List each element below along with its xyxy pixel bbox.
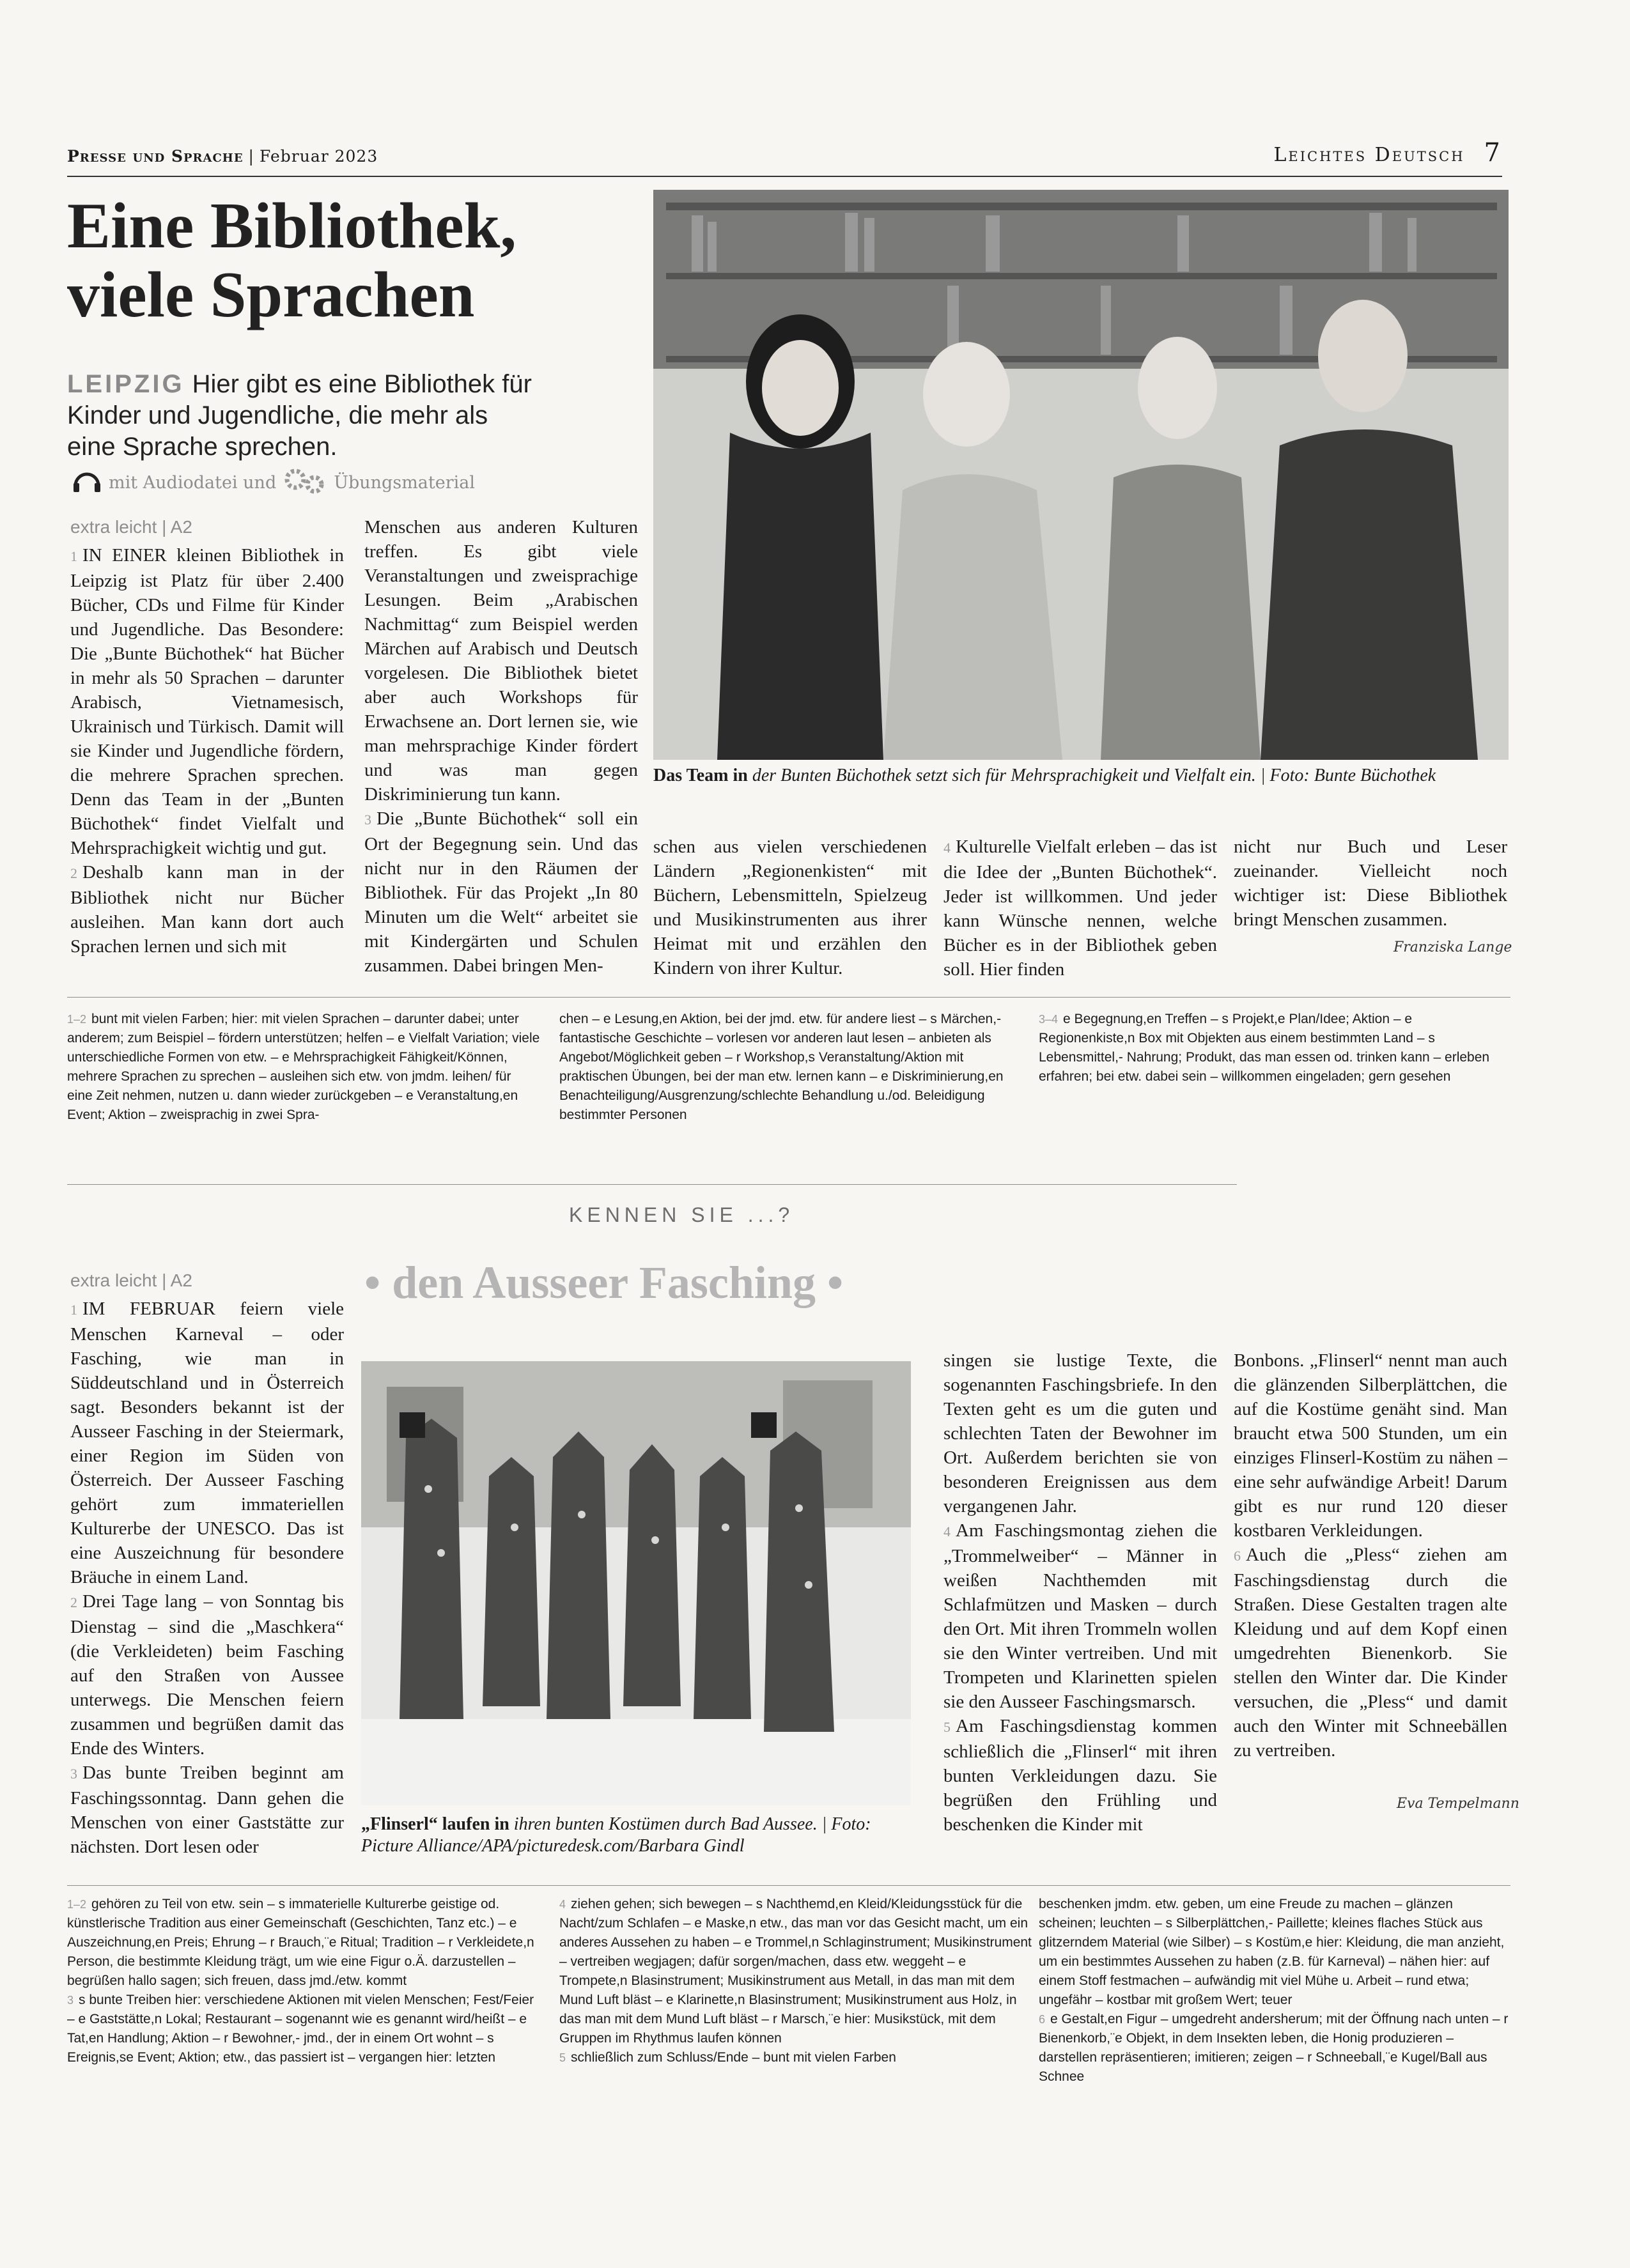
paragraph-text: nicht nur Buch und Leser zueinander. Vielleicht noch wichtiger ist: Diese Bibliothek bringt Menschen zusammen. [1234,837,1507,930]
vocab-divider-2 [67,1885,1510,1886]
paragraph-number: 3 [70,1766,77,1782]
article2-headline: • den Ausseer Fasching • [364,1257,844,1308]
vocab-text: gehören zu Teil von etw. sein – s immaterielle Kulturerbe geistige od. künstlerische Tradition aus einer Gemeinschaft (Geschichten, Tanz etc.) – e Auszeichnung,en Preis; Ehrung – r Brauch,¨e Ritual; Tradition – r Verkleidete,n Person, die bestimmte Kleidung trägt, um wie eine Figur o.Ä. darzustellen – begrüßen hallo sagen; sich freuen, dass jmd./etw. kommt [67,1897,534,1988]
section-name: Leichtes Deutsch [1273,144,1465,166]
section-header [1274,138,1503,167]
article1-vocab-3 [1039,1010,1512,1086]
vocab-number: 1–2 [67,1898,87,1911]
article1-teaser [67,369,540,463]
paragraph [1234,1348,1507,1543]
paragraph [1234,835,1507,932]
level-badge: extra leicht | A2 [70,517,192,537]
dateline-city: LEIPZIG [67,370,185,398]
paragraph-number: 2 [70,865,77,881]
caption-credit: | Foto: Picture Alliance/APA/picturedesk.com/Barbara Gindl [361,1814,871,1856]
paragraph-number: 1 [70,1302,77,1318]
paragraph-text: Auch die „Pless“ ziehen am Faschingsdienstag durch die Straßen. Diese Gestalten tragen alte Kleidung und auf dem Kopf einen umgedrehten Bienenkorb. Sie stellen den Winter dar. Die Kinder versuchen, die „Pless“ und damit auch den Winter mit Schneebällen zu vertreiben. [1234,1545,1507,1761]
teaser-text: Hier gibt es eine Bibliothek für Kinder und Jugendliche, die mehr als eine Sprache sprechen. [67,370,532,461]
paragraph [943,835,1217,982]
headphones-icon [72,468,102,498]
vocab-text: s bunte Treiben hier: verschiedene Aktionen mit vielen Menschen; Fest/Feier – e Gaststätte,n Lokal; Restaurant – sogenannt wie es genannt wird/heißt – e Tat,en Handlung; Aktion – r Bewohner,- jmd., der in einem Ort wohnt – s Ereignis,se Event; Aktion; etw., das passiert ist – vergangen hier: letzten [67,1993,534,2065]
vocab-text: chen – e Lesung,en Aktion, bei der jmd. etw. für andere liest – s Märchen,- fantastische Geschichte – vorlesen vor anderen laut lesen – anbieten als Angebot/Möglichkeit geben – r Workshop,s Veranstaltung/Aktion mit praktischen Übungen, bei der man etw. lernen kann – e Diskriminierung,en Benachteiligung/Ausgrenzung/schlechte Behandlung u./od. Beleidigung bestimmter Personen [559,1012,1004,1122]
vocab-text: e Gestalt,en Figur – umgedreht andersherum; mit der Öffnung nach unten – r Bienenkorb,¨e Objekt, in dem Insekten leben, die Honig produzieren – darstellen repräsentieren; imitieren; zeigen – r Schneeball,¨e Kugel/Ball aus Schnee [1039,2012,1509,2084]
paragraph-text: Menschen aus anderen Kulturen treffen. Es gibt viele Veranstaltungen und zweisprachige Lesungen. Beim „Arabischen Nachmittag“ zum Beispiel werden Märchen auf Arabisch und Deutsch vorgelesen. Die Bibliothek bietet aber auch Workshops für Erwachsene an. Dort lernen sie, wie man mehrsprachige Kinder fördert und was man gegen Diskriminierung tun kann. [364,517,638,805]
level-badge: extra leicht | A2 [70,1270,192,1290]
paragraph [70,543,344,860]
caption-text: ihren bunten Kostümen durch Bad Aussee. [513,1814,818,1834]
paragraph-text: Bonbons. „Flinserl“ nennt man auch die glänzenden Silberplättchen, die auf die Kostüme genäht sind. Man braucht etwa 500 Stunden, um ein einziges Flinserl-Kostüm zu nähen – eine sehr aufwändige Arbeit! Darum gibt es nur rund 120 dieser kostbaren Verkleidungen. [1234,1350,1507,1541]
paragraph-text: Am Faschingsmontag ziehen die „Trommelweiber“ – Männer in weißen Nachthemden mit Schlafmützen und Masken – durch den Ort. Mit ihren Trommeln wollen sie den Winter vertreiben. Und mit Trompeten und Klarinetten spielen sie den Ausseer Faschingsmarsch. [943,1520,1217,1712]
paragraph-number: 6 [1234,1548,1241,1564]
vocab-number: 3–4 [1039,1013,1059,1026]
paragraph-number: 3 [364,812,371,828]
fasching-photo [361,1361,911,1805]
publication-name: Presse und Sprache [67,147,244,166]
paragraph [70,860,344,959]
article1-column-5 [1234,835,1507,932]
vocab-number: 3 [67,1994,74,2007]
fasching-photo-caption [361,1814,911,1857]
paragraph-text: IM FEBRUAR feiern viele Menschen Karneval – oder Fasching, wie man in Süddeutschland und in Österreich sagt. Besonders bekannt ist der Ausseer Fasching in der Steiermark, einer Region im Süden von Österreich. Der Ausseer Fasching gehört zum immateriellen Kulturerbe der UNESCO. Das ist eine Auszeichnung für besondere Bräuche in einem Land. [70,1299,344,1587]
vocab-text: e Begegnung,en Treffen – s Projekt,e Plan/Idee; Aktion – e Regionenkiste,n Box mit Objekten aus einem bestimmten Land – s Lebensmittel,- Nahrung; Produkt, das man essen od. trinken kann – erleben erfahren; bei etw. dabei sein – willkommen eingeladen; gern gesehen [1039,1012,1490,1084]
article1-column-1 [70,515,344,959]
paragraph [364,806,638,978]
paragraph-text: Drei Tage lang – von Sonntag bis Dienstag – sind die „Maschkera“ (die Verkleideten) beim Fasching auf den Straßen von Aussee unterwegs. Die Menschen feiern zusammen und begrüßen damit das Ende des Winters. [70,1591,344,1759]
headline-line-2: viele Sprachen [67,259,475,331]
vocab-divider [67,997,1510,998]
article1-headline [67,192,655,330]
article1-vocab-2 [559,1010,1032,1125]
paragraph-text: IN EINER kleinen Bibliothek in Leipzig ist Platz für über 2.400 Bücher, CDs und Filme für Kinder und Jugendliche. Das Besondere: Die „Bunte Büchothek“ hat Bücher in mehr als 50 Sprachen – darunter Arabisch, Vietnamesisch, Ukrainisch und Türkisch. Damit will sie Kinder und Jugendliche fördern, die mehrere Sprachen sprechen. Denn das Team in der „Bunten Büchothek“ findet Vielfalt und Mehrsprachigkeit wichtig und gut. [70,545,344,858]
article1-column-2 [364,515,638,978]
paragraph-number: 4 [943,1524,951,1539]
paragraph-text: schen aus vielen verschiedenen Ländern „Regionenkisten“ mit Büchern, Lebensmitteln, Spielzeug und Musikinstrumenten aus ihrer Heimat mit und erzählen den Kindern von ihrer Kultur. [653,837,927,978]
team-photo-caption [653,765,1491,787]
article2-column-3 [1234,1348,1507,1763]
paragraph [1234,1543,1507,1763]
vocab-text: schließlich zum Schluss/Ende – bunt mit vielen Farben [571,2050,896,2065]
section-divider [67,1184,1237,1185]
paragraph-number: 2 [70,1594,77,1610]
paragraph-text: Kulturelle Vielfalt erleben – das ist die Idee der „Bunten Büchothek“. Jeder ist willkommen. Und jeder kann Wünsche nennen, welche Bücher es in der Bibliothek geben soll. Hier finden [943,837,1217,980]
team-photo [653,190,1509,760]
paragraph-number: 5 [943,1719,951,1735]
paragraph-text: Das bunte Treiben beginnt am Faschingssonntag. Dann gehen die Menschen von einer Gaststätte zur nächsten. Dort lesen oder [70,1763,344,1857]
paragraph-text: Am Faschingsdienstag kommen schließlich die „Flinserl“ mit ihren bunten Verkleidungen dazu. Sie begrüßen den Frühling und beschenken die Kinder mit [943,1716,1217,1835]
article2-column-1 [70,1269,344,1859]
vocab-number: 6 [1039,2013,1046,2026]
article1-author: Franziska Lange [1393,939,1512,955]
paragraph-text: Die „Bunte Büchothek“ soll ein Ort der Begegnung sein. Und das nicht nur in den Räumen der Bibliothek. Für das Projekt „In 80 Minuten um die Welt“ arbeitet sie mit Kindergärten und Schulen zusammen. Dabei bringen Men- [364,808,638,976]
gears-icon [283,467,327,499]
caption-text: der Bunten Büchothek setzt sich für Mehrsprachigkeit und Vielfalt ein. [752,766,1256,785]
vocab-number: 1–2 [67,1013,87,1026]
article1-column-4 [943,835,1217,982]
paragraph [364,515,638,806]
exercise-note: Übungsmaterial [334,473,475,493]
article2-vocab-1 [67,1895,540,2067]
vocab-text: bunt mit vielen Farben; hier: mit vielen Sprachen – darunter dabei; unter anderem; zum Beispiel – fördern unterstützen; helfen – e Vielfalt Variation; viele unterschiedliche Formen von etw. – e Mehrsprachigkeit Fähigkeit/Können, mehrere Sprachen zu sprechen – ausleihen sich etw. von jmdm. leihen/ für eine Zeit nehmen, nutzen u. dann wieder zurückgeben – e Veranstaltung,en Event; Aktion – zweisprachig in zwei Spra- [67,1012,540,1122]
article2-author: Eva Tempelmann [1397,1796,1519,1812]
header-divider [67,176,1502,177]
paragraph [943,1348,1217,1518]
paragraph [943,1518,1217,1714]
vocab-number: 5 [559,2051,566,2064]
article1-column-3 [653,835,927,980]
media-note [72,467,475,499]
vocab-text: ziehen gehen; sich bewegen – s Nachthemd,en Kleid/Kleidungsstück für die Nacht/zum Schlafen – e Maske,n etw., das man vor das Gesicht macht, um ein anderes Aussehen zu haben – e Trommel,n Schlaginstrument; Musikinstrument – vertreiben wegjagen; dafür sorgen/machen, dass etw. weggeht – e Trompete,n Blasinstrument; Musikinstrument aus Metall, in das man mit dem Mund Luft bläst – e Klarinette,n Blasinstrument; Musikinstrument aus Holz, in das man mit dem Mund Luft bläst – r Marsch,¨e hier: Musikstück, mit dem Gruppen im Rhythmus laufen können [559,1897,1032,2046]
paragraph-number: 4 [943,840,951,856]
headline-line-1: Eine Bibliothek, [67,190,516,262]
issue-date: Februar 2023 [259,147,378,166]
article2-vocab-2 [559,1895,1032,2067]
paragraph-text: Deshalb kann man in der Bibliothek nicht nur Bücher ausleihen. Man kann dort auch Sprachen lernen und sich mit [70,862,344,957]
caption-lead: „Flinserl“ laufen in [361,1814,509,1834]
caption-credit: | Foto: Bunte Büchothek [1260,766,1436,785]
audio-note: mit Audiodatei und [109,473,277,493]
section-kicker: KENNEN SIE ...? [569,1203,795,1226]
paragraph-number: 1 [70,548,77,564]
article1-vocab-1 [67,1010,540,1125]
paragraph [943,1714,1217,1837]
page-number: 7 [1484,138,1502,167]
paragraph [70,1589,344,1761]
caption-lead: Das Team in [653,766,748,785]
running-header: Presse und Sprache | Februar 2023 [67,147,378,166]
paragraph-text: singen sie lustige Texte, die sogenannten Faschingsbriefe. In den Texten geht es um die guten und schlechten Taten der Bewohner im Ort. Außerdem berichten sie von besonderen Ereignissen aus dem vergangenen Jahr. [943,1350,1217,1516]
vocab-number: 4 [559,1898,566,1911]
paragraph [70,1297,344,1589]
article2-vocab-3 [1039,1895,1512,2087]
paragraph [653,835,927,980]
vocab-text: beschenken jmdm. etw. geben, um eine Freude zu machen – glänzen scheinen; leuchten – s Silberplättchen,- Paillette; kleines flaches Stück aus glitzerndem Material (wie Silber) – s Kostüm,e hier: Kleidung, die man anzieht, um ein bestimmtes Aussehen zu haben (z.B. für Karneval) – nähen hier: auf einem Stoff festmachen – aufwändig mit viel Mühe u. Arbeit – rund etwa; ungefähr – kostbar mit großem Wert; teuer [1039,1897,1505,2007]
paragraph [70,1761,344,1859]
article2-column-2 [943,1348,1217,1837]
